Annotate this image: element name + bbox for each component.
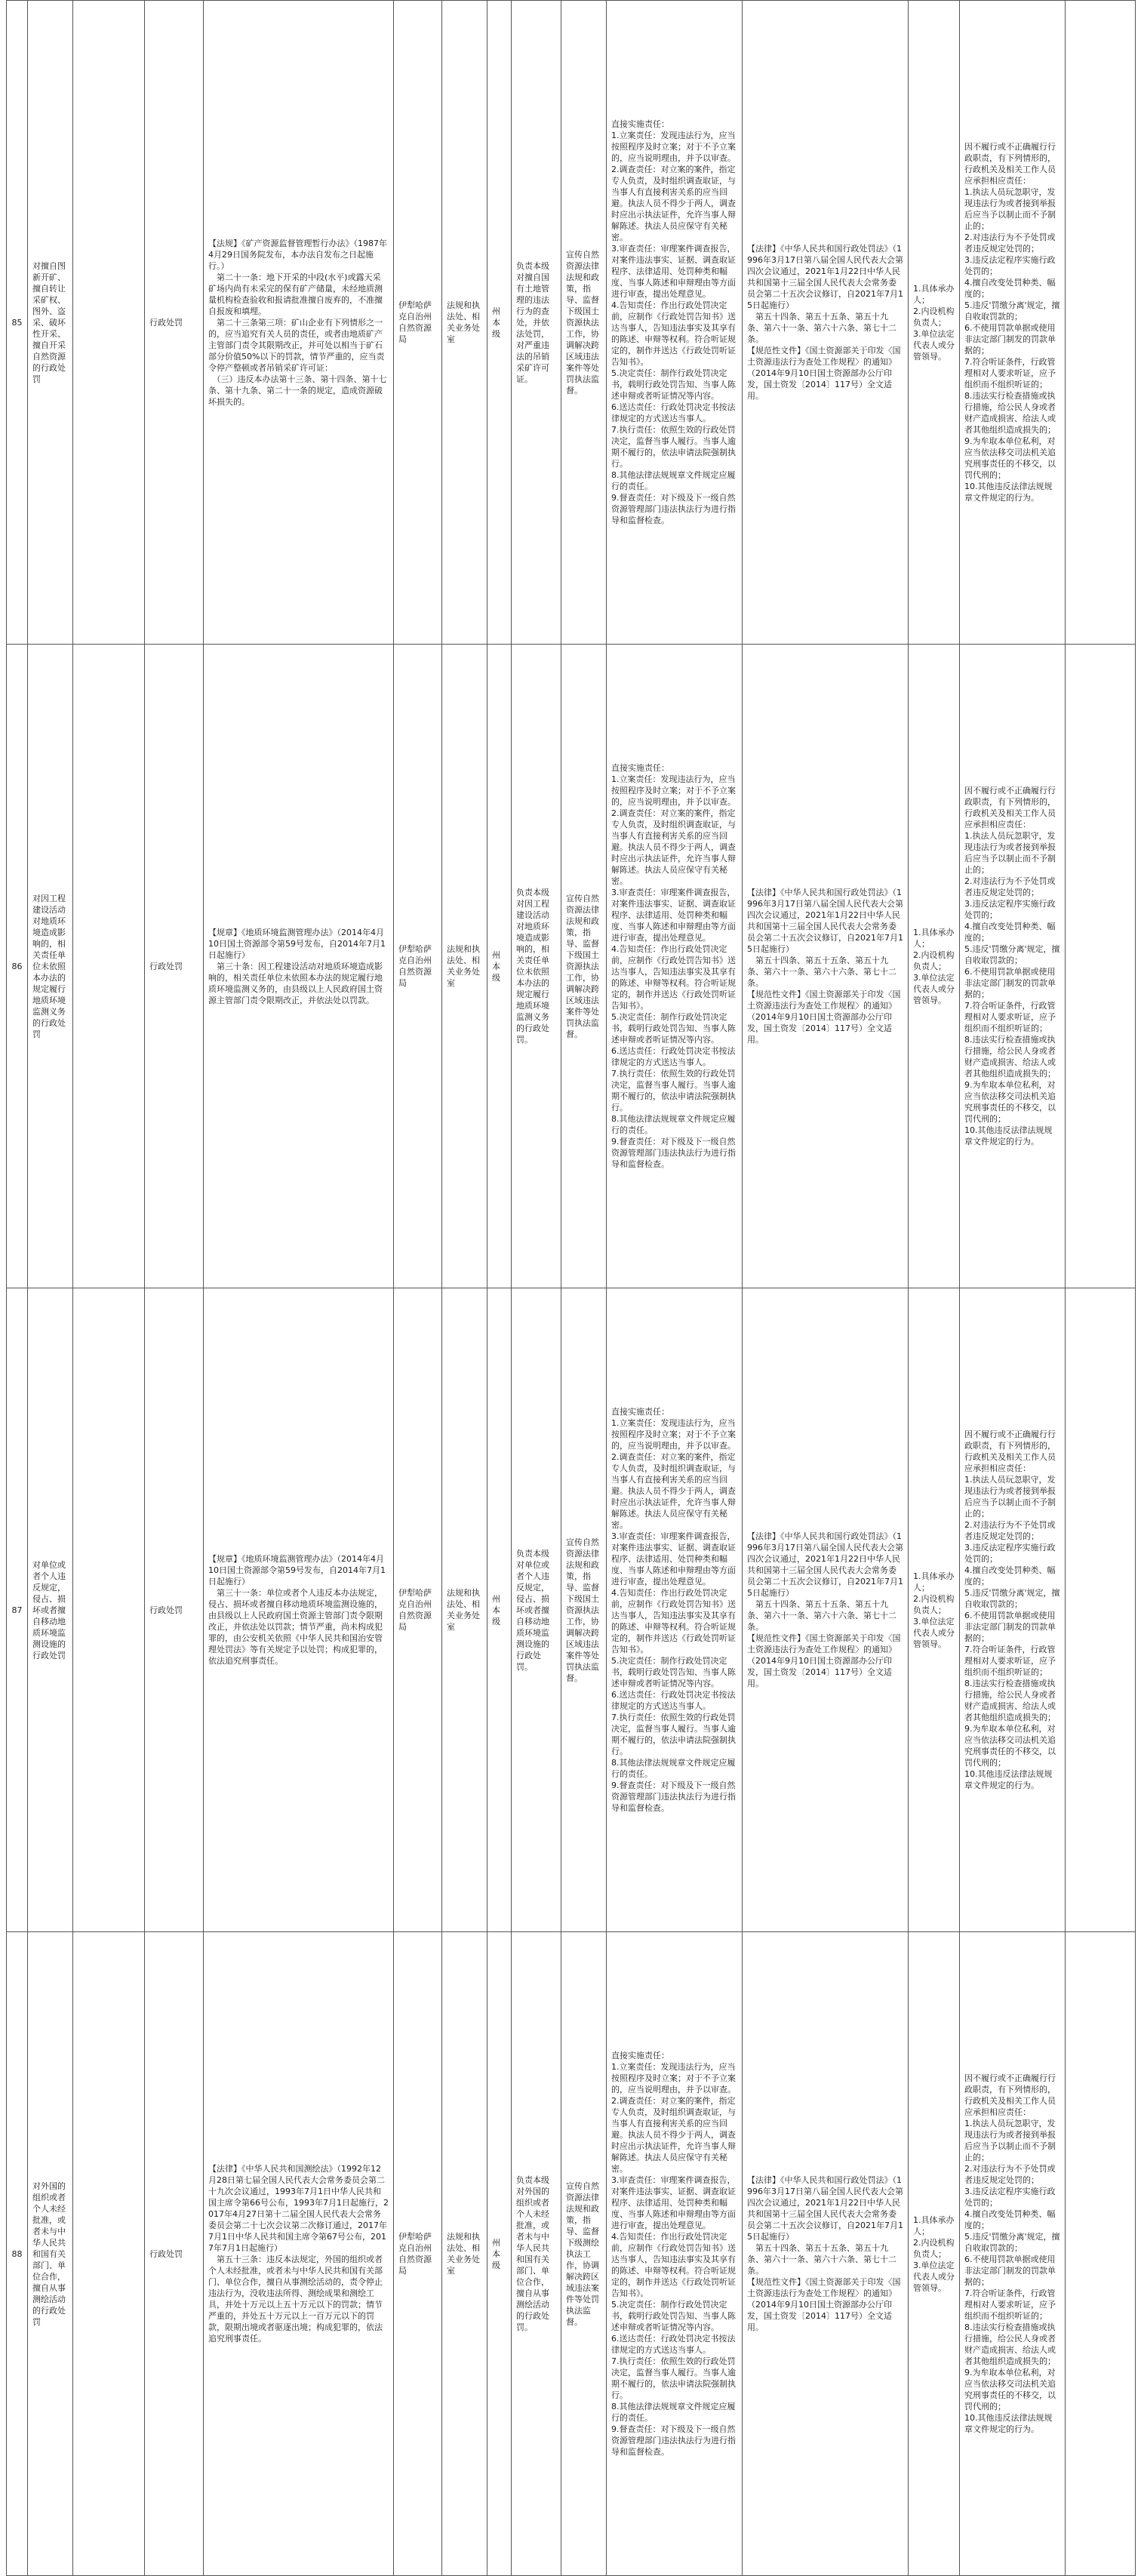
supervision-duty: 宣传自然资源法律法规和政策，指导、监督下级国土资源执法工作，协调解决跨区域违法案件等处罚执法监督。 bbox=[561, 645, 607, 1288]
legal-basis: 【法律】《中华人民共和国测绘法》（1992年12月28日第七届全国人民代表大会常务委员会第二十九次会议通过，1993年7月1日中华人民共和国主席令第66号公布，1993年7月1日起施行，2017年4月27日第十二届全国人民代表大会常务委员会第二十七次会议第二次修订通过，2017年7月1日中华人民共和国主席令第67号公布，2017年7月1日起施行） 第五十三条：违反本法规定，外国的组织或者个人未经批准，或者未与中华人民共和国有关部门、单位合作，擅自从事测绘活动的，责令停止违法行为，没收违法所得、测绘成果和测绘工具，并处十万元以上五十万元以下的罚款；情节严重的，并处五十万元以上一百万元以下的罚款，限期出境或者驱逐出境；构成犯罪的，依法追究刑事责任。 bbox=[204, 1932, 394, 2576]
table-row bbox=[7, 1, 1136, 645]
accountability-law: 【法律】《中华人民共和国行政处罚法》（1996年3月17日第八届全国人民代表大会第四次会议通过，2021年1月22日中华人民共和国第十三届全国人民代表大会常务委员会第二十五次会议修订，自2021年7月15日起施行） 第五十四条、第五十五条、第五十九条、第六十一条、第六十六条、第七十二条。 【规范性文件】《国土资源部关于印发〈国土资源违法行为查处工作规程〉的通知》（2014年9月10日国土资源部办公厅印发，国土资发〔2014〕117号）全文适用。 bbox=[743, 645, 909, 1288]
legal-basis: 【法规】《矿产资源监督管理暂行办法》（1987年4月29日国务院发布，本办法自发布之日起施行。） 第二十一条：地下开采的中段(水平)或露天采矿场内尚有未采完的保有矿产储量，未经地质测量机构检查验收和报请批准擅自废弃的，不准擅自报废和填埋。 第二十三条第三项：矿山企业有下列情形之一的，应当追究有关人员的责任，或者由地质矿产主管部门责令其限期改正，并可处以相当于矿石部分价值50%以下的罚款，情节严重的，应当责令停产整顿或者吊销采矿许可证： （三）违反本办法第十三条、第十四条、第十七条、第十九条、第二十一条的规定，造成资源破坏损失的。 bbox=[204, 1, 394, 645]
item-name: 对单位或者个人违反规定，侵占、损坏或者擅自移动地质环境监测设施的行政处罚 bbox=[28, 1288, 73, 1932]
accountability-law: 【法律】《中华人民共和国行政处罚法》（1996年3月17日第八届全国人民代表大会第四次会议通过，2021年1月22日中华人民共和国第十三届全国人民代表大会常务委员会第二十五次会议修订，自2021年7月15日起施行） 第五十四条、第五十五条、第五十九条、第六十一条、第六十六条、第七十二条。 【规范性文件】《国土资源部关于印发〈国土资源违法行为查处工作规程〉的通知》（2014年9月10日国土资源部办公厅印发，国土资发〔2014〕117号）全文适用。 bbox=[743, 1, 909, 645]
accountability-steps: 直接实施责任： 1.立案责任：发现违法行为，应当按照程序及时立案；对于不予立案的，应当说明理由，并予以审查。 2.调查责任：对立案的案件，指定专人负责，及时组织调查取证，与当事人有直接利害关系的应当回避。执法人员不得少于两人，调查时应出示执法证件，允许当事人辩解陈述。执法人员应保守有关秘密。 3.审查责任：审理案件调查报告，对案件违法事实、证据、调查取证程序、法律适用、处罚种类和幅度、当事人陈述和申辩理由等方面进行审查，提出处理意见。 4.告知责任：作出行政处罚决定前，应制作《行政处罚告知书》送达当事人，告知违法事实及其享有的陈述、申辩等权利。符合听证规定的，制作并送达《行政处罚听证告知书》。 5.决定责任：制作行政处罚决定书，载明行政处罚告知、当事人陈述申辩或者听证情况等内容。 6.送达责任：行政处罚决定书按法律规定的方式送达当事人。 7.执行责任：依照生效的行政处罚决定，监督当事人履行。当事人逾期不履行的，依法申请法院强制执行。 8.其他法律法规规章文件规定应履行的责任。 9.督查责任：对下级及下一级自然资源管理部门违法执法行为进行指导和监督检查。 bbox=[607, 1932, 743, 2576]
implementing-agency: 伊犁哈萨克自治州自然资源局 bbox=[394, 1288, 442, 1932]
power-list-table bbox=[6, 0, 1136, 2576]
duty-description: 负责本级对擅自国有土地管理的违法行为的查处，并依法处罚，对严重违法的吊销采矿许可证。 bbox=[512, 1, 561, 645]
power-type: 行政处罚 bbox=[145, 645, 204, 1288]
table-row bbox=[7, 1288, 1136, 1932]
accountability-steps: 直接实施责任： 1.立案责任：发现违法行为，应当按照程序及时立案；对于不予立案的，应当说明理由，并予以审查。 2.调查责任：对立案的案件，指定专人负责，及时组织调查取证，与当事人有直接利害关系的应当回避。执法人员不得少于两人，调查时应出示执法证件，允许当事人辩解陈述。执法人员应保守有关秘密。 3.审查责任：审理案件调查报告，对案件违法事实、证据、调查取证程序、法律适用、处罚种类和幅度、当事人陈述和申辩理由等方面进行审查，提出处理意见。 4.告知责任：作出行政处罚决定前，应制作《行政处罚告知书》送达当事人，告知违法事实及其享有的陈述、申辩等权利。符合听证规定的，制作并送达《行政处罚听证告知书》。 5.决定责任：制作行政处罚决定书，载明行政处罚告知、当事人陈述申辩或者听证情况等内容。 6.送达责任：行政处罚决定书按法律规定的方式送达当事人。 7.执行责任：依照生效的行政处罚决定，监督当事人履行。当事人逾期不履行的，依法申请法院强制执行。 8.其他法律法规规章文件规定应履行的责任。 9.督查责任：对下级及下一级自然资源管理部门违法执法行为进行指导和监督检查。 bbox=[607, 1, 743, 645]
remarks bbox=[1066, 1932, 1136, 2576]
supervision-duty: 宣传自然资源法律法规和政策，指导、监督下级国土资源执法工作，协调解决跨区域违法案件等处罚执法监督。 bbox=[561, 1288, 607, 1932]
responsible-persons: 1.具体承办人； 2.内设机构负责人； 3.单位法定代表人或分管领导。 bbox=[909, 1288, 960, 1932]
row-number: 85 bbox=[7, 1, 28, 645]
legal-basis: 【规章】《地质环境监测管理办法》（2014年4月10日国土资源部令第59号发布，自2014年7月1日起施行） 第三十条：因工程建设活动对地质环境造成影响的，相关责任单位未依照本办法的规定履行地质环境监测义务的，由县级以上人民政府国土资源主管部门责令限期改正，并依法处以罚款。 bbox=[204, 645, 394, 1288]
implementing-agency: 伊犁哈萨克自治州自然资源局 bbox=[394, 1, 442, 645]
supervision-duty: 宣传自然资源法律法规和政策，指导、监督下级国土资源执法工作，协调解决跨区域违法案件等处罚执法监督。 bbox=[561, 1, 607, 645]
liability-circumstances: 因不履行或不正确履行行政职责，有下列情形的，行政机关及相关工作人员应承担相应责任： 1.执法人员玩忽职守，发现违法行为或者接到举报后应当予以制止而不予制止的； 2.对违法行为不予处罚或者违反规定处罚的； 3.违反法定程序实施行政处罚的； 4.擅自改变处罚种类、幅度的； 5.违反'罚缴分离'规定，擅自收取罚款的； 6.不使用罚款单据或使用非法定部门制发的罚款单据的； 7.符合听证条件，行政管理相对人要求听证，应予组织而不组织听证的； 8.违法实行检查措施或执行措施，给公民人身或者财产造成损害、给法人或者其他组织造成损失的； 9.为牟取本单位私利，对应当依法移交司法机关追究刑事责任的不移交，以罚代刑的； 10.其他违反法律法规规章文件规定的行为。 bbox=[960, 645, 1066, 1288]
accountability-law: 【法律】《中华人民共和国行政处罚法》（1996年3月17日第八届全国人民代表大会第四次会议通过，2021年1月22日中华人民共和国第十三届全国人民代表大会常务委员会第二十五次会议修订，自2021年7月15日起施行） 第五十四条、第五十五条、第五十九条、第六十一条、第六十六条、第七十二条。 【规范性文件】《国土资源部关于印发〈国土资源违法行为查处工作规程〉的通知》（2014年9月10日国土资源部办公厅印发，国土资发〔2014〕117号）全文适用。 bbox=[743, 1288, 909, 1932]
sub-item bbox=[73, 1932, 145, 2576]
liability-circumstances: 因不履行或不正确履行行政职责，有下列情形的，行政机关及相关工作人员应承担相应责任： 1.执法人员玩忽职守，发现违法行为或者接到举报后应当予以制止而不予制止的； 2.对违法行为不予处罚或者违反规定处罚的； 3.违反法定程序实施行政处罚的； 4.擅自改变处罚种类、幅度的； 5.违反'罚缴分离'规定，擅自收取罚款的； 6.不使用罚款单据或使用非法定部门制发的罚款单据的； 7.符合听证条件，行政管理相对人要求听证，应予组织而不组织听证的； 8.违法实行检查措施或执行措施，给公民人身或者财产造成损害、给法人或者其他组织造成损失的； 9.为牟取本单位私利，对应当依法移交司法机关追究刑事责任的不移交，以罚代刑的； 10.其他违反法律法规规章文件规定的行为。 bbox=[960, 1, 1066, 645]
administrative-level: 州本级 bbox=[487, 645, 512, 1288]
row-number: 87 bbox=[7, 1288, 28, 1932]
item-name: 对擅自图新开矿、擅自转让采矿权、图外、盗采、破坏性开采、擅自开采自然资源的行政处罚 bbox=[28, 1, 73, 645]
sub-item bbox=[73, 1288, 145, 1932]
responsible-persons: 1.具体承办人； 2.内设机构负责人； 3.单位法定代表人或分管领导。 bbox=[909, 1932, 960, 2576]
table-row bbox=[7, 1932, 1136, 2576]
table-row bbox=[7, 645, 1136, 1288]
responsible-persons: 1.具体承办人； 2.内设机构负责人； 3.单位法定代表人或分管领导。 bbox=[909, 645, 960, 1288]
accountability-steps: 直接实施责任： 1.立案责任：发现违法行为，应当按照程序及时立案；对于不予立案的，应当说明理由，并予以审查。 2.调查责任：对立案的案件，指定专人负责，及时组织调查取证，与当事人有直接利害关系的应当回避。执法人员不得少于两人，调查时应出示执法证件，允许当事人辩解陈述。执法人员应保守有关秘密。 3.审查责任：审理案件调查报告，对案件违法事实、证据、调查取证程序、法律适用、处罚种类和幅度、当事人陈述和申辩理由等方面进行审查，提出处理意见。 4.告知责任：作出行政处罚决定前，应制作《行政处罚告知书》送达当事人，告知违法事实及其享有的陈述、申辩等权利。符合听证规定的，制作并送达《行政处罚听证告知书》。 5.决定责任：制作行政处罚决定书，载明行政处罚告知、当事人陈述申辩或者听证情况等内容。 6.送达责任：行政处罚决定书按法律规定的方式送达当事人。 7.执行责任：依照生效的行政处罚决定，监督当事人履行。当事人逾期不履行的，依法申请法院强制执行。 8.其他法律法规规章文件规定应履行的责任。 9.督查责任：对下级及下一级自然资源管理部门违法执法行为进行指导和监督检查。 bbox=[607, 1288, 743, 1932]
administrative-level: 州本级 bbox=[487, 1288, 512, 1932]
responsible-department: 法规和执法处、相关业务处室 bbox=[442, 1288, 487, 1932]
remarks bbox=[1066, 1, 1136, 645]
responsible-department: 法规和执法处、相关业务处室 bbox=[442, 1, 487, 645]
power-type: 行政处罚 bbox=[145, 1932, 204, 2576]
supervision-duty: 宣传自然资源法律法规和政策，指导、监督下级测绘执法工作，协调解决跨区域违法案件等处罚执法监督。 bbox=[561, 1932, 607, 2576]
power-type: 行政处罚 bbox=[145, 1, 204, 645]
responsible-department: 法规和执法处、相关业务处室 bbox=[442, 1932, 487, 2576]
accountability-steps: 直接实施责任： 1.立案责任：发现违法行为，应当按照程序及时立案；对于不予立案的，应当说明理由，并予以审查。 2.调查责任：对立案的案件，指定专人负责，及时组织调查取证，与当事人有直接利害关系的应当回避。执法人员不得少于两人，调查时应出示执法证件，允许当事人辩解陈述。执法人员应保守有关秘密。 3.审查责任：审理案件调查报告，对案件违法事实、证据、调查取证程序、法律适用、处罚种类和幅度、当事人陈述和申辩理由等方面进行审查，提出处理意见。 4.告知责任：作出行政处罚决定前，应制作《行政处罚告知书》送达当事人，告知违法事实及其享有的陈述、申辩等权利。符合听证规定的，制作并送达《行政处罚听证告知书》。 5.决定责任：制作行政处罚决定书，载明行政处罚告知、当事人陈述申辩或者听证情况等内容。 6.送达责任：行政处罚决定书按法律规定的方式送达当事人。 7.执行责任：依照生效的行政处罚决定，监督当事人履行。当事人逾期不履行的，依法申请法院强制执行。 8.其他法律法规规章文件规定应履行的责任。 9.督查责任：对下级及下一级自然资源管理部门违法执法行为进行指导和监督检查。 bbox=[607, 645, 743, 1288]
item-name: 对外国的组织或者个人未经批准，或者未与中华人民共和国有关部门、单位合作，擅自从事测绘活动的行政处罚 bbox=[28, 1932, 73, 2576]
row-number: 88 bbox=[7, 1932, 28, 2576]
responsible-persons: 1.具体承办人； 2.内设机构负责人； 3.单位法定代表人或分管领导。 bbox=[909, 1, 960, 645]
implementing-agency: 伊犁哈萨克自治州自然资源局 bbox=[394, 1932, 442, 2576]
liability-circumstances: 因不履行或不正确履行行政职责，有下列情形的，行政机关及相关工作人员应承担相应责任： 1.执法人员玩忽职守，发现违法行为或者接到举报后应当予以制止而不予制止的； 2.对违法行为不予处罚或者违反规定处罚的； 3.违反法定程序实施行政处罚的； 4.擅自改变处罚种类、幅度的； 5.违反'罚缴分离'规定，擅自收取罚款的； 6.不使用罚款单据或使用非法定部门制发的罚款单据的； 7.符合听证条件，行政管理相对人要求听证，应予组织而不组织听证的； 8.违法实行检查措施或执行措施，给公民人身或者财产造成损害、给法人或者其他组织造成损失的； 9.为牟取本单位私利，对应当依法移交司法机关追究刑事责任的不移交，以罚代刑的； 10.其他违反法律法规规章文件规定的行为。 bbox=[960, 1932, 1066, 2576]
duty-description: 负责本级对因工程建设活动对地质环境造成影响的，相关责任单位未依照本办法的规定履行地质环境监测义务的行政处罚。 bbox=[512, 645, 561, 1288]
administrative-level: 州本级 bbox=[487, 1, 512, 645]
implementing-agency: 伊犁哈萨克自治州自然资源局 bbox=[394, 645, 442, 1288]
administrative-level: 州本级 bbox=[487, 1932, 512, 2576]
legal-basis: 【规章】《地质环境监测管理办法》（2014年4月10日国土资源部令第59号发布，自2014年7月1日起施行） 第三十一条：单位或者个人违反本办法规定，侵占、损坏或者擅自移动地质环境监测设施的，由县级以上人民政府国土资源主管部门责令限期改正，并依法处以罚款；情节严重，尚未构成犯罪的，由公安机关依照《中华人民共和国治安管理处罚法》等有关规定予以处罚；构成犯罪的，依法追究刑事责任。 bbox=[204, 1288, 394, 1932]
power-type: 行政处罚 bbox=[145, 1288, 204, 1932]
responsible-department: 法规和执法处、相关业务处室 bbox=[442, 645, 487, 1288]
remarks bbox=[1066, 1288, 1136, 1932]
duty-description: 负责本级对单位或者个人违反规定，侵占、损坏或者擅自移动地质环境监测设施的行政处罚。 bbox=[512, 1288, 561, 1932]
sub-item bbox=[73, 645, 145, 1288]
remarks bbox=[1066, 645, 1136, 1288]
duty-description: 负责本级对外国的组织或者个人未经批准，或者未与中华人民共和国有关部门、单位合作，擅自从事测绘活动的行政处罚。 bbox=[512, 1932, 561, 2576]
row-number: 86 bbox=[7, 645, 28, 1288]
liability-circumstances: 因不履行或不正确履行行政职责，有下列情形的，行政机关及相关工作人员应承担相应责任： 1.执法人员玩忽职守，发现违法行为或者接到举报后应当予以制止而不予制止的； 2.对违法行为不予处罚或者违反规定处罚的； 3.违反法定程序实施行政处罚的； 4.擅自改变处罚种类、幅度的； 5.违反'罚缴分离'规定，擅自收取罚款的； 6.不使用罚款单据或使用非法定部门制发的罚款单据的； 7.符合听证条件，行政管理相对人要求听证，应予组织而不组织听证的； 8.违法实行检查措施或执行措施，给公民人身或者财产造成损害、给法人或者其他组织造成损失的； 9.为牟取本单位私利，对应当依法移交司法机关追究刑事责任的不移交，以罚代刑的； 10.其他违反法律法规规章文件规定的行为。 bbox=[960, 1288, 1066, 1932]
accountability-law: 【法律】《中华人民共和国行政处罚法》（1996年3月17日第八届全国人民代表大会第四次会议通过，2021年1月22日中华人民共和国第十三届全国人民代表大会常务委员会第二十五次会议修订，自2021年7月15日起施行） 第五十四条、第五十五条、第五十九条、第六十一条、第六十六条、第七十二条。 【规范性文件】《国土资源部关于印发〈国土资源违法行为查处工作规程〉的通知》（2014年9月10日国土资源部办公厅印发，国土资发〔2014〕117号）全文适用。 bbox=[743, 1932, 909, 2576]
sub-item bbox=[73, 1, 145, 645]
item-name: 对因工程建设活动对地质环境造成影响的，相关责任单位未依照本办法的规定履行地质环境监测义务的行政处罚 bbox=[28, 645, 73, 1288]
